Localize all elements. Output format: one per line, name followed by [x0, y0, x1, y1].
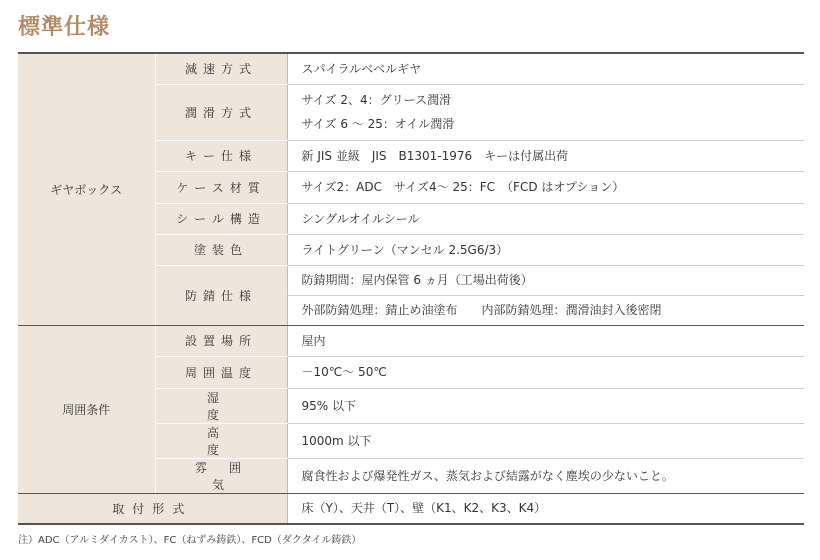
label-temperature: 周囲温度	[155, 356, 287, 388]
label-rust-prevention: 防錆仕様	[155, 265, 287, 325]
label-lubrication: 潤滑方式	[155, 84, 287, 140]
spec-row-location	[18, 325, 804, 356]
value-rust-prevention-period: 防錆期間：屋内保管 6 ヵ月（工場出荷後）	[287, 265, 804, 295]
value-case-material: サイズ2：ADC サイズ4～ 25：FC （FCD はオプション）	[287, 171, 804, 203]
value-temperature: －10℃～ 50℃	[287, 356, 804, 388]
value-seal: シングルオイルシール	[287, 203, 804, 234]
spec-row-mounting	[18, 493, 804, 524]
label-humidity: 湿度	[155, 388, 287, 423]
value-lubrication: サイズ 2、4：グリース潤滑 サイズ 6 ～ 25：オイル潤滑	[287, 84, 804, 140]
value-mounting: 床（Y）、天井（T）、壁（K1、K2、K3、K4）	[287, 493, 804, 524]
value-altitude: 1000m 以下	[287, 423, 804, 458]
footnote: 注）ADC（アルミダイカスト）、FC（ねずみ鋳鉄）、FCD（ダクタイル鋳鉄）	[18, 535, 362, 546]
label-mounting: 取付形式	[18, 493, 287, 524]
value-paint-color: ライトグリーン（マンセル 2.5G6/3）	[287, 234, 804, 265]
label-case-material: ケース材質	[155, 171, 287, 203]
value-reduction-method: スパイラルベベルギヤ	[287, 53, 804, 84]
value-key: 新 JIS 並級 JIS B1301-1976 キーは付属出荷	[287, 140, 804, 171]
label-reduction-method: 減速方式	[155, 53, 287, 84]
value-location: 屋内	[287, 325, 804, 356]
label-altitude: 高度	[155, 423, 287, 458]
label-location: 設置場所	[155, 325, 287, 356]
value-humidity: 95% 以下	[287, 388, 804, 423]
label-key: キー仕様	[155, 140, 287, 171]
value-rust-prevention-treatment: 外部防錆処理：錆止め油塗布 内部防錆処理：潤滑油封入後密閉	[287, 295, 804, 325]
label-atmosphere: 雰囲気	[155, 458, 287, 493]
label-paint-color: 塗装色	[155, 234, 287, 265]
spec-table	[18, 52, 804, 525]
value-atmosphere: 腐食性および爆発性ガス、蒸気および結露がなく塵埃の少ないこと。	[287, 458, 804, 493]
group-label-gearbox: ギヤボックス	[18, 53, 155, 325]
group-label-environment: 周囲条件	[18, 325, 155, 493]
label-seal: シール構造	[155, 203, 287, 234]
spec-row-reduction-method	[18, 53, 804, 84]
page-title: 標準仕様	[18, 15, 111, 40]
